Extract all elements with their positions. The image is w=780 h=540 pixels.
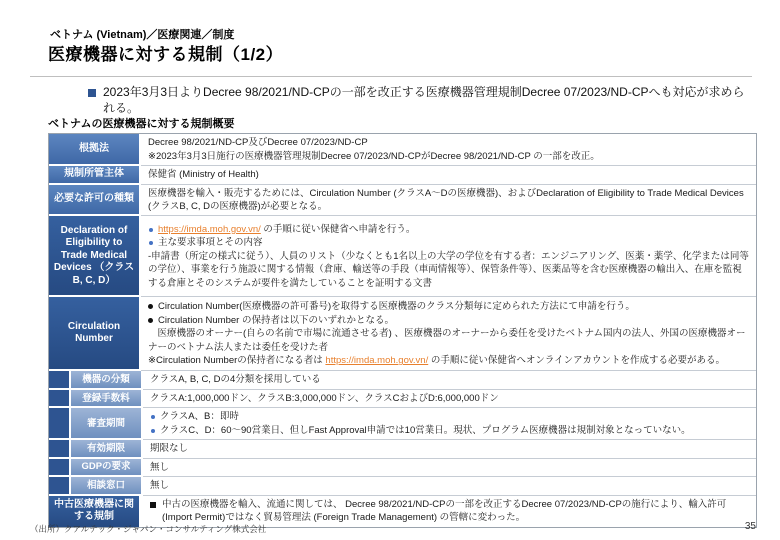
imda-link[interactable]: https://imda.moh.gov.vn/ [325, 355, 429, 367]
row-label-declaration: Declaration of Eligibility to Trade Medical Devices （クラスB, C, D） [49, 216, 141, 297]
square-bullet-icon [150, 502, 156, 508]
contact-text: 無し [150, 480, 170, 492]
row-label-circulation: Circulation Number [49, 297, 141, 371]
row-group-strip [49, 408, 71, 438]
table-row-circulation [49, 297, 756, 371]
table-row-permits [49, 185, 756, 217]
row-content-authority [141, 166, 756, 184]
source-note: （出所）クアルテック・ジャパン・コンサルティング株式会社 [30, 524, 267, 534]
table-caption: ベトナムの医療機器に対する規制概要 [48, 118, 235, 130]
gdp-label: GDPの要求 [71, 459, 141, 475]
circulation-bullet1-text: Circulation Number(医療機器の許可番号)を取得する医療機器のクラス分類毎に定められた方法にて申請を行う。 [158, 301, 635, 313]
header-divider [30, 76, 752, 77]
row-label-gdp [49, 459, 143, 477]
declaration-requirements-line [148, 236, 749, 249]
imda-link[interactable]: https://imda.moh.gov.vn/ [158, 223, 261, 235]
row-content-gdp [143, 459, 756, 476]
dot-bullet-icon [149, 228, 153, 232]
row-group-strip [49, 440, 71, 456]
row-label-authority: 規制所管主体 [49, 166, 141, 185]
table-row-validity [49, 440, 756, 458]
validity-text: 期限なし [150, 443, 189, 455]
used-devices-line [148, 498, 749, 525]
row-group-strip [49, 459, 71, 475]
table-row-fee [49, 390, 756, 408]
breadcrumb: ベトナム (Vietnam)／医療関連／制度 [50, 29, 235, 41]
contact-label: 相談窓口 [71, 477, 141, 493]
classification-label: 機器の分類 [71, 371, 141, 387]
dot-bullet-icon [151, 415, 155, 419]
fee-label: 登録手数料 [71, 390, 141, 406]
lead-bullet-item [88, 85, 746, 116]
table-row-review [49, 408, 756, 440]
row-group-strip [49, 371, 71, 387]
row-group-strip [49, 477, 71, 493]
row-content-permits [141, 185, 756, 216]
dot-bullet-icon [151, 429, 155, 433]
declaration-requirements-text: 主な要求事項とその内容 [158, 237, 263, 249]
gdp-text: 無し [150, 461, 170, 473]
row-label-classification [49, 371, 143, 389]
declaration-detail: -申請書（所定の様式に従う）、人員のリスト（少なくとも1名以上の大学の学位を有する者：エンジニアリング、医薬・薬学、化学または同等の学位）、事業を行う施設に関する情報（倉庫、輸送等の手段（車両情報等）、保管条件等）、医薬品等を含む医療機器の輸出入、在庫を監視する倉庫とそのシステムが要件を満たしていることを証明する文書 [148, 250, 749, 289]
basis-line2: ※2023年3月3日施行の医療機器管理規制Decree 07/2023/ND-CPがDecree 98/2021/ND-CP の一部を改正。 [148, 150, 600, 162]
circulation-bullet2-line [148, 314, 749, 327]
dot-bullet-icon [148, 318, 153, 323]
review-item1-text: クラスA、B：即時 [160, 411, 239, 423]
regulation-table [48, 133, 757, 528]
table-row-gdp [49, 459, 756, 477]
fee-text: クラスA:1,000,000ドン、クラスB:3,000,000ドン、クラスCおよびD:6,000,000ドン [150, 392, 499, 404]
review-item2-text: クラスC、D：60〜90営業日、但しFast Approval申請では10営業日。現状、プログラム医療機器は規制対象となっていない。 [160, 424, 691, 436]
circulation-holders: 医療機器のオーナー(自らの名前で市場に流通させる者) 、医療機器のオーナーから委任を受けたベトナム国内の法人、外国の医療機器オーナーのベトナム法人または委任を受けた者 [148, 328, 746, 353]
table-row-basis [49, 134, 756, 166]
row-content-validity [143, 440, 756, 457]
circulation-note-pre: ※Circulation Numberの保持者になる者は [148, 355, 326, 367]
row-label-fee [49, 390, 143, 408]
row-content-contact [143, 477, 756, 494]
declaration-apply-text [158, 223, 415, 236]
table-row-classification [49, 371, 756, 389]
declaration-apply-rest: の手順に従い保健省へ申請を行う。 [260, 223, 416, 235]
row-label-permits: 必要な許可の種類 [49, 185, 141, 217]
circulation-bullet2-text: Circulation Number の保持者は以下のいずれかとなる。 [158, 314, 394, 326]
row-content-review [143, 408, 756, 439]
row-content-fee [143, 390, 756, 407]
circulation-note [148, 354, 749, 367]
page-number: 35 [744, 521, 756, 532]
validity-label: 有効期限 [71, 440, 141, 456]
row-label-review [49, 408, 143, 440]
row-label-basis: 根拠法 [49, 134, 141, 166]
used-devices-text: 中古の医療機器を輸入、流通に関しては、 Decree 98/2021/ND-CPの一部を改正するDecree 07/2023/ND-CPの施行により、輸入許可(Import Permit)ではなく貿易管理法 (Foreign Trade Management) の管轄に変わった。 [162, 498, 727, 524]
table-row-authority [49, 166, 756, 185]
classification-text: クラスA, B, C, Dの4分類を採用している [150, 374, 321, 386]
row-label-used-devices: 中古医療機器に関する規制 [49, 496, 141, 527]
square-bullet-icon [88, 89, 96, 97]
row-content-classification [143, 371, 756, 388]
table-row-contact [49, 477, 756, 495]
row-content-declaration [141, 216, 756, 296]
circulation-note-post: の手順に従い保健省へオンラインアカウントを作成する必要がある。 [428, 355, 725, 367]
row-content-basis [141, 134, 756, 165]
review-item1-line [150, 410, 749, 423]
circulation-bullet1-line [148, 300, 749, 313]
review-item2-line [150, 424, 749, 437]
lead-text: 2023年3月3日よりDecree 98/2021/ND-CPの一部を改正する医療機器管理規制Decree 07/2023/ND-CPへも対応が求められる。 [103, 85, 745, 115]
authority-text: 保健省 (Ministry of Health) [148, 169, 259, 180]
permits-text: 医療機器を輸入・販売するためには、Circulation Number (クラスA〜Dの医療機器)、およびDeclaration of Eligibility to Trade Medical Devices (クラスB, C, Dの医療機器)が必要となる。 [148, 187, 744, 212]
declaration-apply-line [148, 223, 749, 236]
table-row-declaration [49, 216, 756, 297]
review-label: 審査期間 [71, 408, 141, 438]
dot-bullet-icon [149, 241, 153, 245]
row-group-strip [49, 390, 71, 406]
page-title: 医療機器に対する規制（1/2） [48, 45, 284, 64]
row-label-contact [49, 477, 143, 495]
basis-line1: Decree 98/2021/ND-CP及びDecree 07/2023/ND-CP [148, 137, 368, 149]
row-content-circulation [141, 297, 756, 370]
row-label-validity [49, 440, 143, 458]
dot-bullet-icon [148, 304, 153, 309]
